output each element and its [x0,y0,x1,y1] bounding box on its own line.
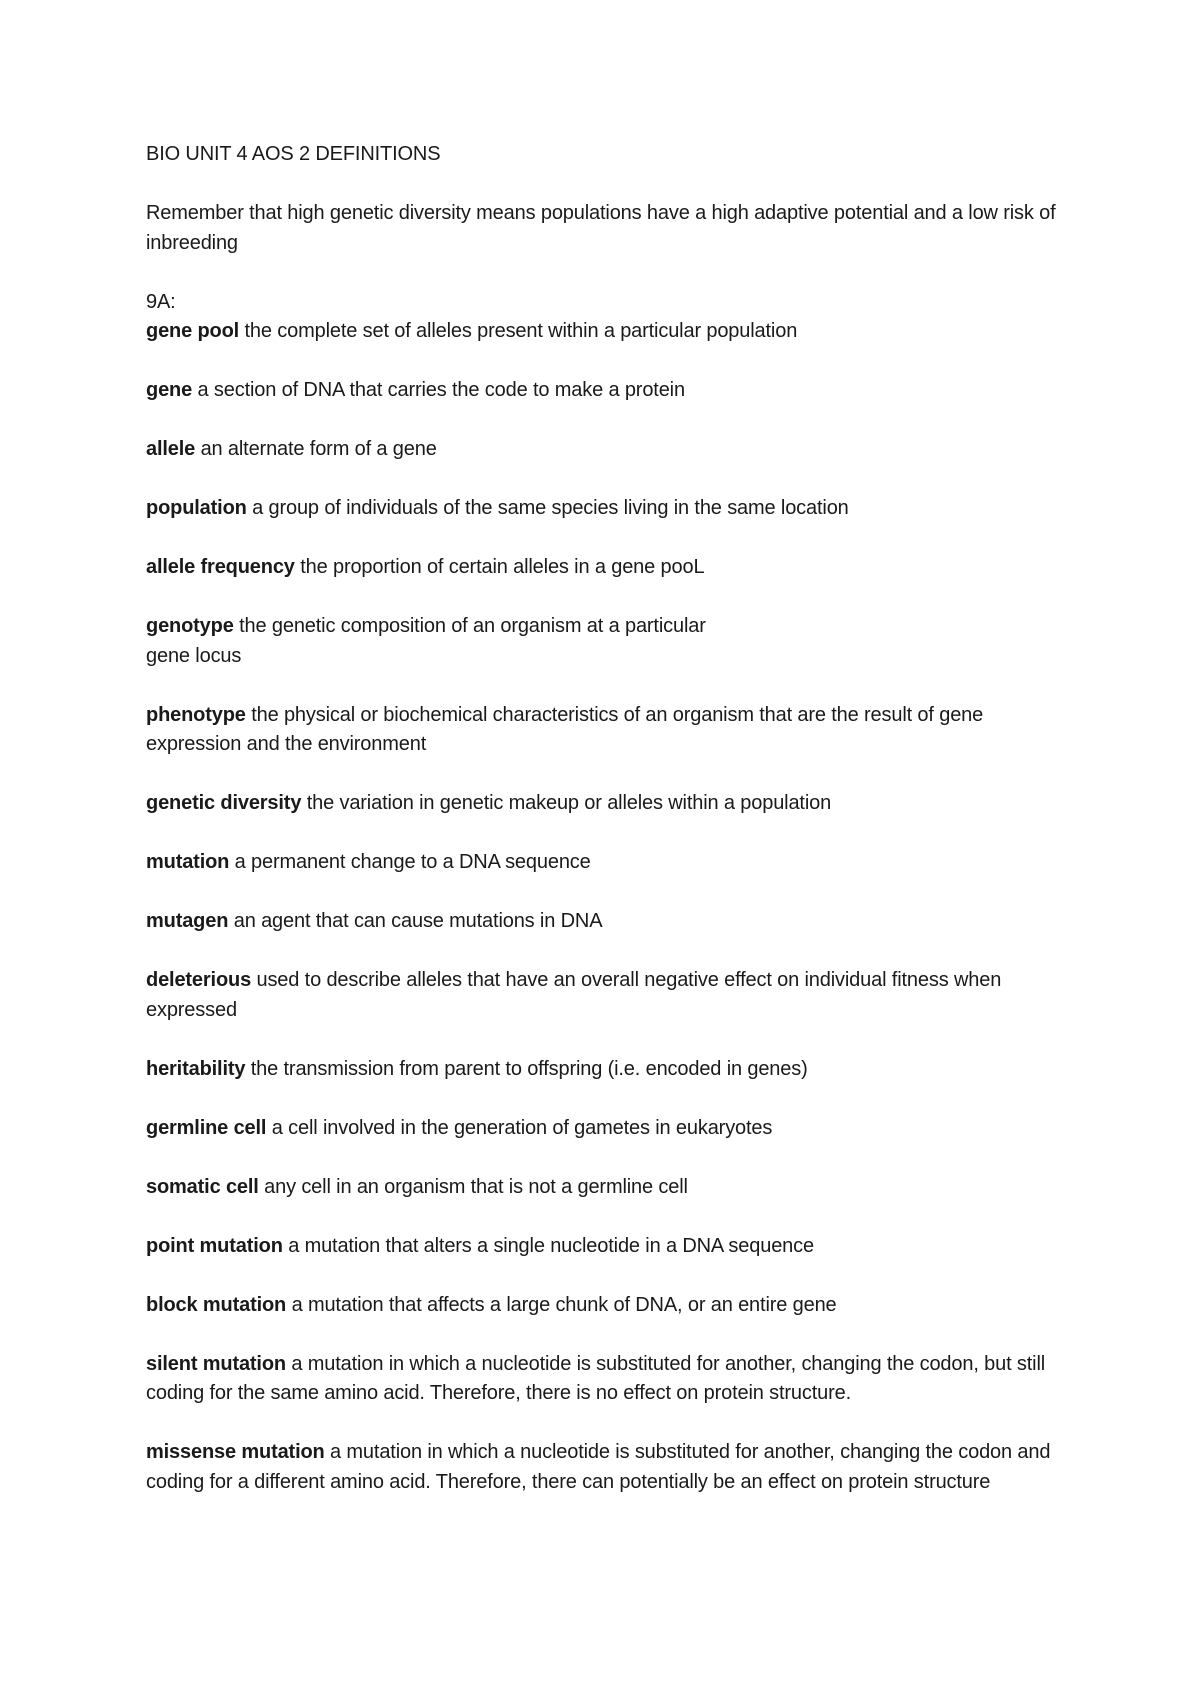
definition-text: an alternate form of a gene [200,438,437,460]
definition-entry [146,1232,1076,1262]
definition-term: genotype [146,615,234,637]
definition-text: the proportion of certain alleles in a gene pooL [300,556,705,578]
definition-text: used to describe alleles that have an overall negative effect on individual fitness when expressed [146,969,1002,1021]
definition-entry [146,966,1076,1025]
definition-entry [146,1291,1076,1321]
definition-term: gene [146,379,193,401]
definition-entry [146,317,1076,347]
definition-term: gene pool [146,320,240,342]
definition-term: somatic cell [146,1175,259,1198]
definition-text: the genetic composition of an organism at a particular gene locus [146,615,706,667]
definition-term: block mutation [146,1293,287,1316]
intro-paragraph: Remember that high genetic diversity means populations have a high adaptive potential and a low risk of inbreeding [146,202,1056,254]
definition-entry [146,789,1076,819]
definition-text: a group of individuals of the same species living in the same location [252,497,849,519]
definition-entry [146,1055,1076,1085]
definition-entry [146,907,1076,937]
definition-text: the transmission from parent to offspring (i.e. encoded in genes) [250,1057,808,1080]
definition-text: the physical or biochemical characteristics of an organism that are the result of gene expression and the environment [146,703,984,755]
definition-entry [146,1114,1076,1144]
definition-entry [146,1173,1076,1203]
definition-entry [146,848,1076,878]
definition-text: the variation in genetic makeup or alleles within a population [306,792,832,814]
definition-entry [146,494,1076,524]
definition-term: germline cell [146,1116,267,1139]
definition-entry [146,1438,1076,1497]
document-page [146,140,1076,1527]
definition-text: a mutation that alters a single nucleotide in a DNA sequence [288,1234,814,1257]
definition-term: point mutation [146,1234,283,1257]
definition-entry [146,1350,1076,1409]
definition-entry [146,553,1076,583]
definition-term: population [146,497,247,519]
definition-term: phenotype [146,703,246,726]
definitions-list [146,317,1076,1497]
definition-text: a mutation in which a nucleotide is substituted for another, changing the codon and coding for a different amino acid. Therefore, there can potentially be an effect on protein structure [146,1441,1051,1493]
definition-text: a section of DNA that carries the code to make a protein [197,379,685,401]
definition-term: allele frequency [146,556,295,578]
definition-term: deleterious [146,969,252,991]
definition-text: a mutation in which a nucleotide is substituted for another, changing the codon, but still coding for the same amino acid. Therefore, there is no effect on protein structure. [146,1352,1046,1404]
definition-entry [146,435,1076,465]
definition-term: genetic diversity [146,792,302,814]
section-label: 9A: [146,290,176,313]
definition-text: any cell in an organism that is not a germline cell [264,1175,688,1198]
definition-term: mutation [146,851,230,873]
definition-text: a cell involved in the generation of gametes in eukaryotes [271,1116,773,1139]
definition-text: a permanent change to a DNA sequence [234,851,591,873]
definition-entry [146,376,1076,406]
definition-text: an agent that can cause mutations in DNA [233,910,603,932]
definition-entry [146,701,1076,760]
definition-term: heritability [146,1057,246,1080]
definition-term: mutagen [146,910,229,932]
definition-text: the complete set of alleles present within a particular population [244,320,798,342]
definition-term: missense mutation [146,1441,325,1463]
definition-term: silent mutation [146,1352,286,1375]
definition-entry [146,612,1076,671]
document-title: BIO UNIT 4 AOS 2 DEFINITIONS [146,143,441,165]
definition-term: allele [146,438,196,460]
definition-text: a mutation that affects a large chunk of DNA, or an entire gene [291,1293,837,1316]
